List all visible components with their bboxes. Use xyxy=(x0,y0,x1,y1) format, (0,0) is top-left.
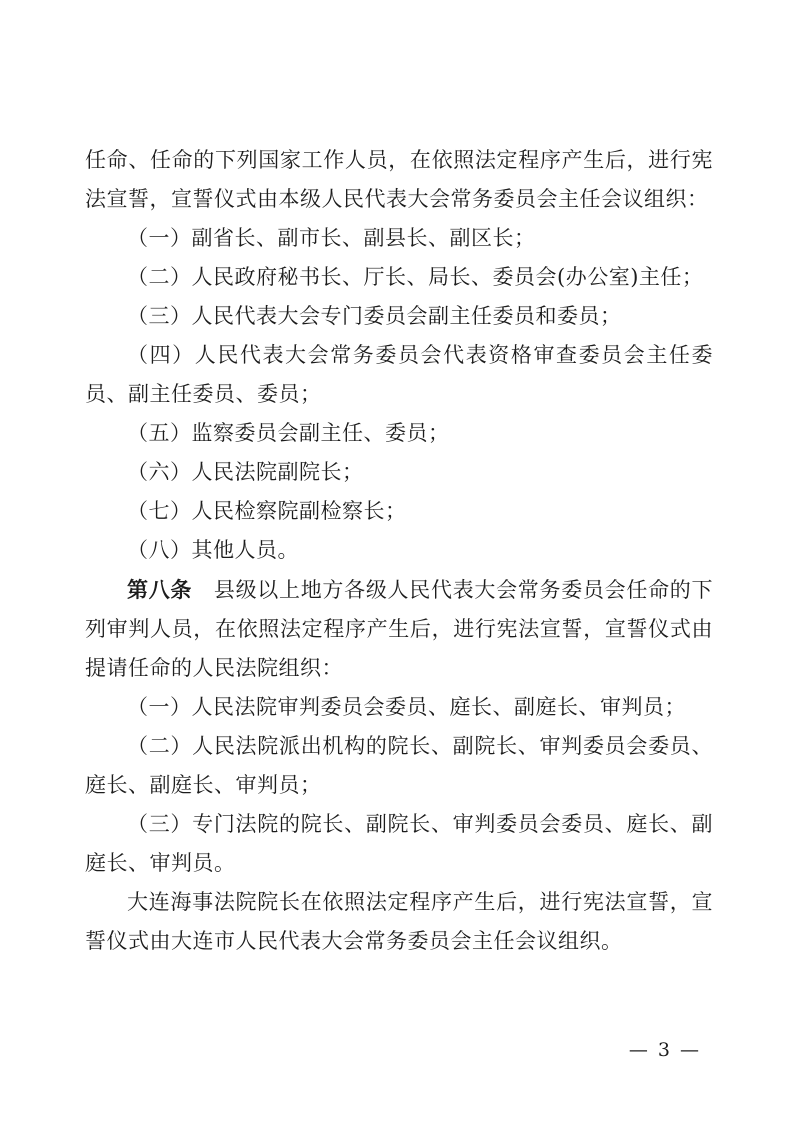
page-number: — 3 — xyxy=(628,1039,701,1061)
article7-item-2: （二）人民政府秘书长、厅长、局长、委员会(办公室)主任； xyxy=(127,265,704,289)
article8-paragraph xyxy=(85,570,713,688)
article7-item-3: （三）人民代表大会专门委员会副主任委员和委员； xyxy=(127,304,622,328)
closing-paragraph: 大连海事法院院长在依照法定程序产生后，进行宪法宣誓，宣誓仪式由大连市人民代表大会常务委员会主任会议组织。 xyxy=(85,890,713,953)
article8-body: 县级以上地方各级人民代表大会常务委员会任命的下列审判人员，在依照法定程序产生后，进行宪法宣誓，宣誓仪式由提请任命的人民法院组织： xyxy=(85,578,714,680)
article8-term: 第八条 xyxy=(127,577,193,602)
article8-item-1: （一）人民法院审判委员会委员、庭长、副庭长、审判员； xyxy=(127,695,686,719)
article8-item-3: （三）专门法院的院长、副院长、审判委员会委员、庭长、副庭长、审判员。 xyxy=(85,812,713,875)
article7-item-5: （五）监察委员会副主任、委员； xyxy=(127,421,450,445)
article7-item-8: （八）其他人员。 xyxy=(127,538,299,562)
article7-item-6: （六）人民法院副院长； xyxy=(127,460,364,484)
intro-continuation-paragraph: 任命、任命的下列国家工作人员，在依照法定程序产生后，进行宪法宣誓，宣誓仪式由本级人民代表大会常务委员会主任会议组织： xyxy=(85,148,713,211)
article7-item-4: （四）人民代表大会常务委员会代表资格审查委员会主任委员、副主任委员、委员； xyxy=(85,343,713,406)
article8-item-2: （二）人民法院派出机构的院长、副院长、审判委员会委员、庭长、副庭长、审判员； xyxy=(85,734,713,797)
article7-item-7: （七）人民检察院副检察长； xyxy=(127,499,407,523)
article7-item-1: （一）副省长、副市长、副县长、副区长； xyxy=(127,226,536,250)
